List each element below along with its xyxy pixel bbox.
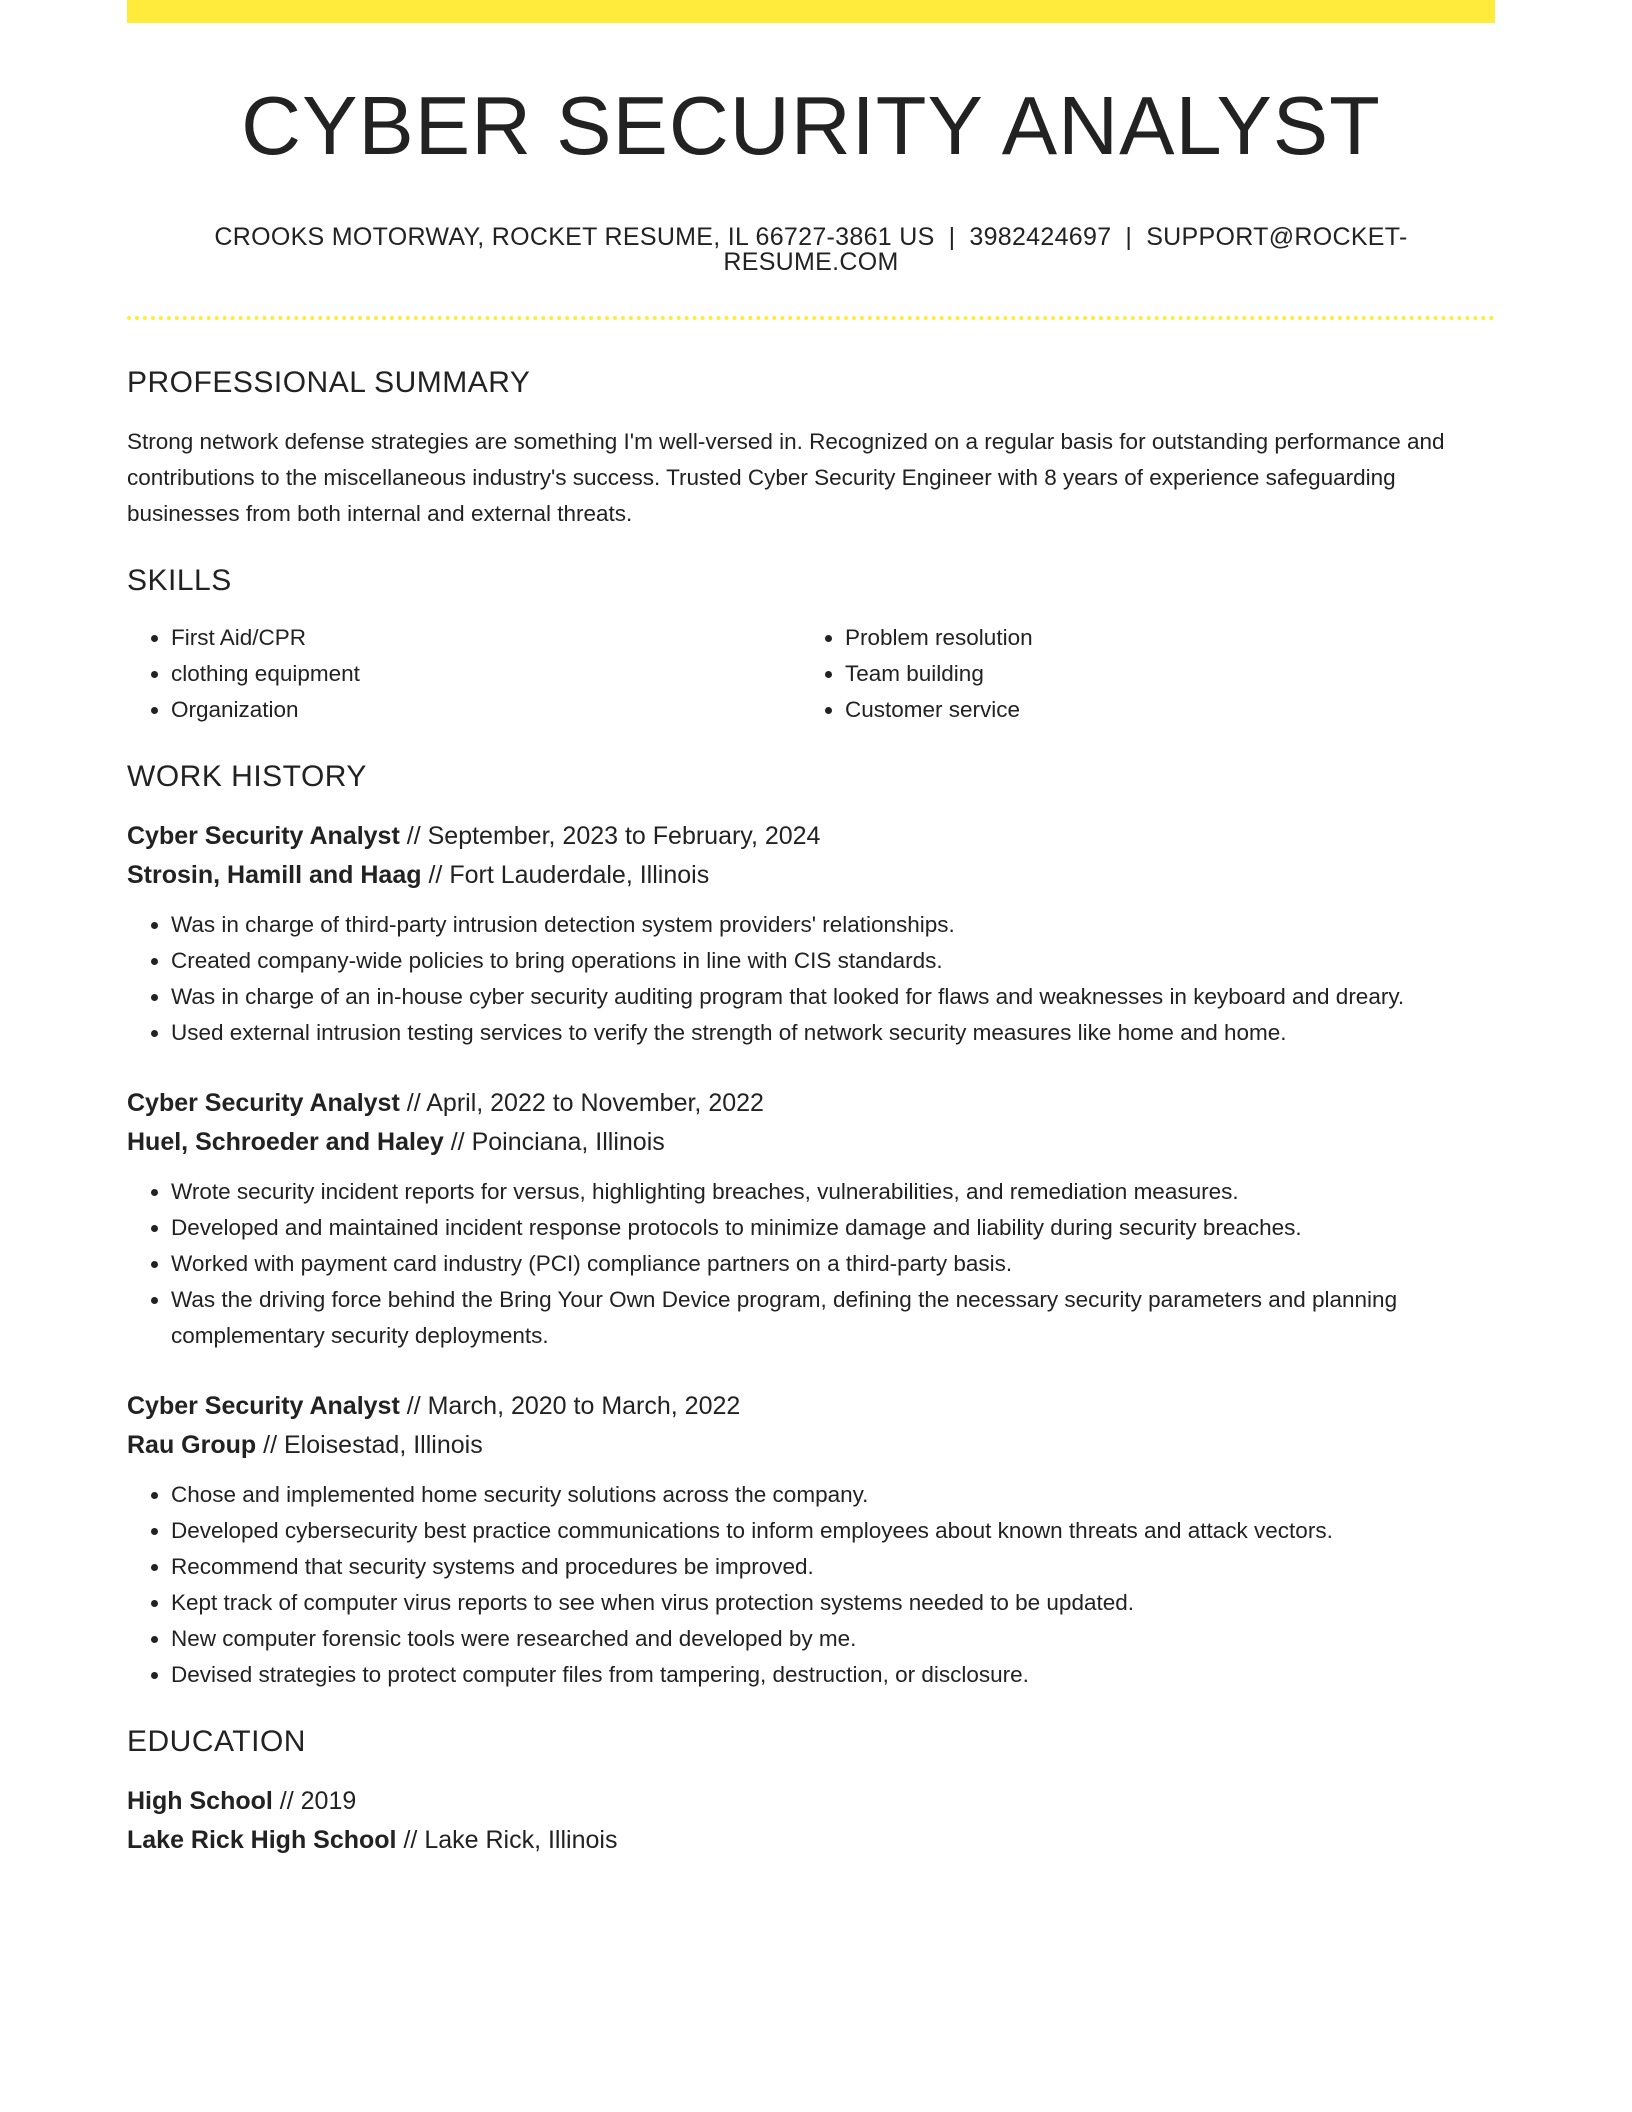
resume-title: CYBER SECURITY ANALYST <box>241 79 1381 172</box>
skills-grid <box>127 620 1495 728</box>
job-location: Fort Lauderdale, Illinois <box>449 861 710 889</box>
education-school: Lake Rick High School <box>127 1826 397 1854</box>
contact-separator: | <box>1125 223 1133 251</box>
skill-item: • Team building <box>845 656 1475 692</box>
job-role: Cyber Security Analyst <box>127 1089 400 1117</box>
education-separator: // <box>279 1787 294 1815</box>
job-role-line <box>127 1084 1495 1123</box>
education-entry <box>127 1782 1495 1860</box>
top-accent-bar <box>127 0 1495 23</box>
job-bullet: • Was the driving force behind the Bring Your Own Device program, defining the necessary security parameters and planning complementary security deployments. <box>171 1282 1495 1354</box>
education-location: Lake Rick, Illinois <box>424 1826 618 1854</box>
job-company: Rau Group <box>127 1431 257 1459</box>
summary-heading: PROFESSIONAL SUMMARY <box>127 366 531 399</box>
summary-text: Strong network defense strategies are something I'm well-versed in. Recognized on a regular basis for outstanding performance and contributions to the miscellaneous industry's success. Trusted Cyber Security Engineer with 8 years of experience safeguarding businesses from both internal and external threats. <box>127 429 1445 526</box>
skill-item: • clothing equipment <box>171 656 801 692</box>
job-separator: // <box>406 1392 421 1420</box>
job-separator: // <box>428 861 443 889</box>
contact-separator: | <box>948 223 956 251</box>
job-company-line <box>127 1123 1495 1162</box>
job-bullet: • Chose and implemented home security solutions across the company. <box>171 1477 1495 1513</box>
education-degree: High School <box>127 1787 273 1815</box>
header-divider <box>127 316 1495 320</box>
contact-email: SUPPORT@ROCKET-RESUME.COM <box>723 223 1408 276</box>
job-role: Cyber Security Analyst <box>127 1392 400 1420</box>
job-bullets <box>127 1477 1495 1693</box>
contact-address: CROOKS MOTORWAY, ROCKET RESUME, IL 66727-3861 US <box>214 223 935 251</box>
education-school-line <box>127 1821 1495 1860</box>
skills-column-right <box>801 620 1475 728</box>
job-bullet: • Wrote security incident reports for versus, highlighting breaches, vulnerabilities, and remediation measures. <box>171 1174 1495 1210</box>
job-bullet: • Devised strategies to protect computer files from tampering, destruction, or disclosure. <box>171 1657 1495 1693</box>
job-dates: April, 2022 to November, 2022 <box>426 1089 764 1117</box>
job-bullet: • Was in charge of third-party intrusion detection system providers' relationships. <box>171 907 1495 943</box>
job-bullet: • Developed cybersecurity best practice communications to inform employees about known threats and attack vectors. <box>171 1513 1495 1549</box>
job-entry <box>127 817 1495 1051</box>
resume-page <box>127 0 1495 1860</box>
skill-item: • Customer service <box>845 692 1475 728</box>
job-role-line <box>127 817 1495 856</box>
job-bullet: • Was in charge of an in-house cyber security auditing program that looked for flaws and weaknesses in keyboard and dreary. <box>171 979 1495 1015</box>
education-separator: // <box>403 1826 418 1854</box>
job-entry <box>127 1084 1495 1354</box>
work-history-heading: WORK HISTORY <box>127 760 367 793</box>
job-bullet: • Recommend that security systems and procedures be improved. <box>171 1549 1495 1585</box>
job-separator: // <box>406 1089 421 1117</box>
education-year: 2019 <box>300 1787 357 1815</box>
skill-item: • Organization <box>171 692 801 728</box>
job-separator: // <box>450 1128 465 1156</box>
job-bullet: • Kept track of computer virus reports to see when virus protection systems needed to be updated. <box>171 1585 1495 1621</box>
skill-item: • Problem resolution <box>845 620 1475 656</box>
job-bullet: • New computer forensic tools were researched and developed by me. <box>171 1621 1495 1657</box>
job-bullet: • Used external intrusion testing services to verify the strength of network security measures like home and home. <box>171 1015 1495 1051</box>
job-dates: September, 2023 to February, 2024 <box>427 822 821 850</box>
skills-heading: SKILLS <box>127 564 232 597</box>
job-company-line <box>127 1426 1495 1465</box>
education-degree-line <box>127 1782 1495 1821</box>
job-bullet: • Worked with payment card industry (PCI) compliance partners on a third-party basis. <box>171 1246 1495 1282</box>
job-entry <box>127 1387 1495 1693</box>
job-location: Poinciana, Illinois <box>471 1128 665 1156</box>
contact-phone: 3982424697 <box>969 223 1112 251</box>
job-company-line <box>127 856 1495 895</box>
job-location: Eloisestad, Illinois <box>283 1431 483 1459</box>
skills-column-left <box>127 620 801 728</box>
job-bullets <box>127 907 1495 1051</box>
job-dates: March, 2020 to March, 2022 <box>427 1392 741 1420</box>
education-heading: EDUCATION <box>127 1725 306 1758</box>
job-bullet: • Created company-wide policies to bring operations in line with CIS standards. <box>171 943 1495 979</box>
job-company: Huel, Schroeder and Haley <box>127 1128 444 1156</box>
skill-item: • First Aid/CPR <box>171 620 801 656</box>
job-role: Cyber Security Analyst <box>127 822 400 850</box>
job-role-line <box>127 1387 1495 1426</box>
job-company: Strosin, Hamill and Haag <box>127 861 422 889</box>
job-bullets <box>127 1174 1495 1354</box>
job-separator: // <box>406 822 421 850</box>
job-bullet: • Developed and maintained incident response protocols to minimize damage and liability during security breaches. <box>171 1210 1495 1246</box>
job-separator: // <box>263 1431 278 1459</box>
contact-line <box>127 225 1495 275</box>
